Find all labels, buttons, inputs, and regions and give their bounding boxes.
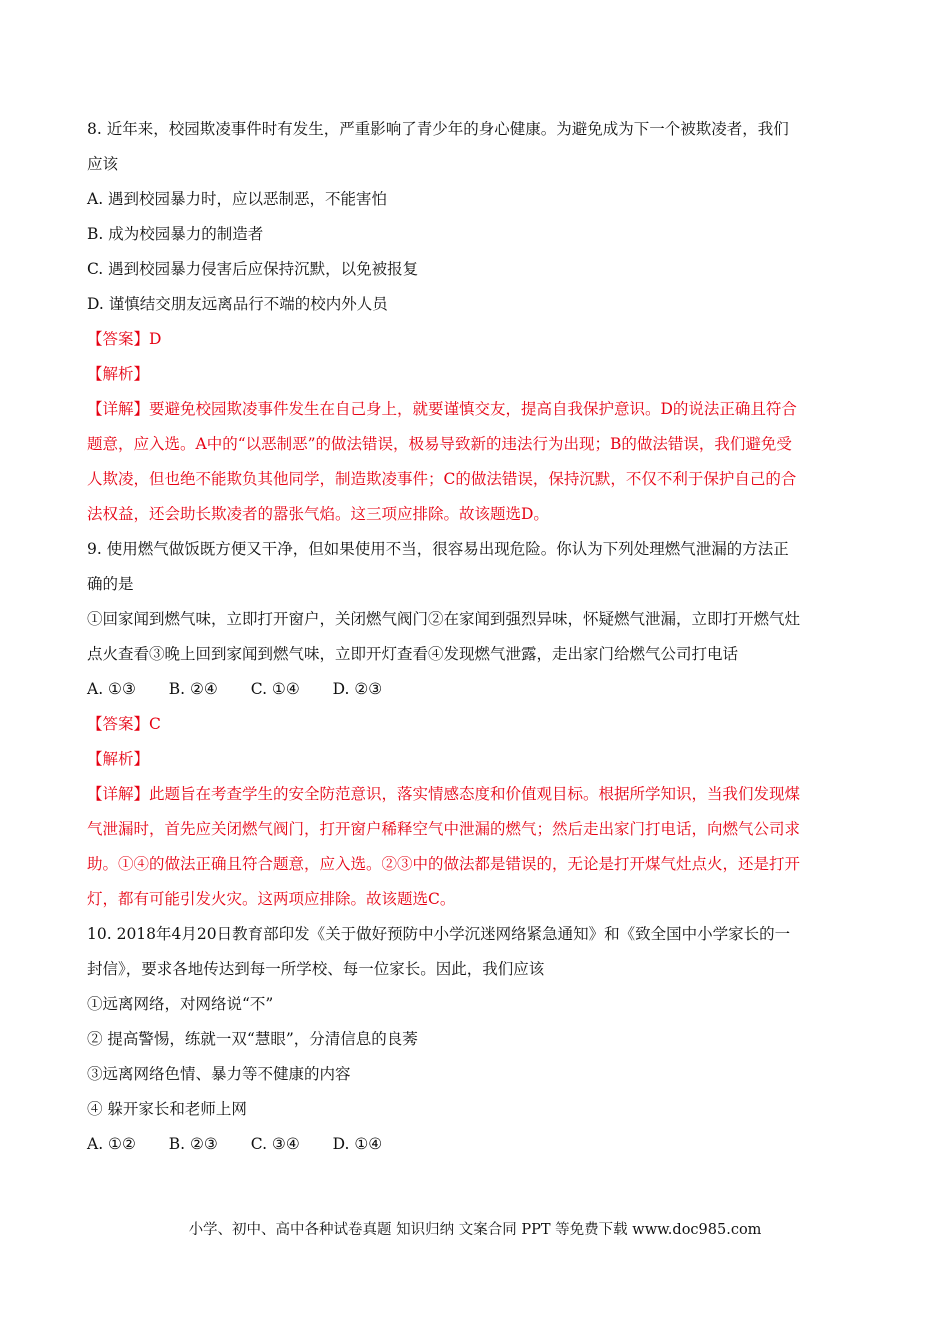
question-9-detail-line-2: 气泄漏时，首先应关闭燃气阀门，打开窗户稀释空气中泄漏的燃气；然后走出家门打电话，向燃气公司求 bbox=[87, 820, 801, 838]
question-10-item-2: ② 提高警惕，练就一双“慧眼”，分清信息的良莠 bbox=[87, 1030, 418, 1048]
question-8-option-c: C. 遇到校园暴力侵害后应保持沉默，以免被报复 bbox=[87, 260, 419, 278]
question-9-detail-line-3: 助。①④的做法正确且符合题意，应入选。②③中的做法都是错误的，无论是打开煤气灶点火，还是打开 bbox=[87, 855, 801, 873]
question-9-analysis: 【解析】 bbox=[87, 750, 150, 768]
question-9-stem-line-1: 9. 使用燃气做饭既方便又干净，但如果使用不当，很容易出现危险。你认为下列处理燃气泄漏的方法正 bbox=[87, 540, 789, 558]
question-10-stem-line-1: 10. 2018年4月20日教育部印发《关于做好预防中小学沉迷网络紧急通知》和《致全国中小学家长的一 bbox=[87, 925, 791, 943]
question-9-option-d: D. ②③ bbox=[332, 680, 383, 698]
page-footer: 小学、初中、高中各种试卷真题 知识归纳 文案合同 PPT 等免费下载 www.doc985.com bbox=[188, 1222, 762, 1238]
question-9-stem-line-3: ①回家闻到燃气味，立即打开窗户，关闭燃气阀门②在家闻到强烈异味，怀疑燃气泄漏，立即打开燃气灶 bbox=[87, 610, 801, 628]
question-10 bbox=[87, 917, 862, 1162]
question-10-option-b: B. ②③ bbox=[168, 1135, 218, 1153]
document-content bbox=[87, 112, 862, 1162]
question-10-option-d: D. ①④ bbox=[332, 1135, 383, 1153]
question-9-detail-line-4: 灯，都有可能引发火灾。这两项应排除。故该题选C。 bbox=[87, 890, 456, 908]
question-9-option-c: C. ①④ bbox=[250, 680, 300, 698]
question-9 bbox=[87, 532, 862, 917]
question-10-option-c: C. ③④ bbox=[250, 1135, 300, 1153]
question-9-option-a: A. ①③ bbox=[87, 680, 136, 698]
question-8-option-a: A. 遇到校园暴力时，应以恶制恶，不能害怕 bbox=[87, 190, 388, 208]
question-8 bbox=[87, 112, 862, 532]
question-10-options bbox=[87, 1127, 862, 1162]
question-8-analysis: 【解析】 bbox=[87, 365, 150, 383]
question-9-stem-line-2: 确的是 bbox=[87, 575, 134, 593]
question-8-answer: 【答案】D bbox=[87, 330, 162, 348]
question-10-option-a: A. ①② bbox=[87, 1135, 136, 1153]
question-10-item-4: ④ 躲开家长和老师上网 bbox=[87, 1100, 247, 1118]
question-8-detail-line-2: 题意，应入选。A中的“以恶制恶”的做法错误，极易导致新的违法行为出现；B的做法错误，我们避免受 bbox=[87, 435, 792, 453]
question-8-option-b: B. 成为校园暴力的制造者 bbox=[87, 225, 264, 243]
question-9-answer: 【答案】C bbox=[87, 715, 161, 733]
question-9-detail-line-1: 【详解】此题旨在考查学生的安全防范意识，落实情感态度和价值观目标。根据所学知识，当我们发现煤 bbox=[87, 785, 801, 803]
question-8-detail-line-3: 人欺凌，但也绝不能欺负其他同学，制造欺凌事件；C的做法错误，保持沉默，不仅不利于保护自己的合 bbox=[87, 470, 797, 488]
question-8-detail-line-1: 【详解】要避免校园欺凌事件发生在自己身上，就要谨慎交友，提高自我保护意识。D的说法正确且符合 bbox=[87, 400, 797, 418]
question-8-detail-line-4: 法权益，还会助长欺凌者的嚣张气焰。这三项应排除。故该题选D。 bbox=[87, 505, 549, 523]
question-9-stem-line-4: 点火查看③晚上回到家闻到燃气味，立即开灯查看④发现燃气泄露，走出家门给燃气公司打电话 bbox=[87, 645, 739, 663]
question-9-options bbox=[87, 672, 862, 707]
question-8-option-d: D. 谨慎结交朋友远离品行不端的校内外人员 bbox=[87, 295, 388, 313]
question-10-item-1: ①远离网络，对网络说“不” bbox=[87, 995, 274, 1013]
question-8-stem-line-2: 应该 bbox=[87, 155, 119, 173]
question-10-item-3: ③远离网络色情、暴力等不健康的内容 bbox=[87, 1065, 351, 1083]
question-9-option-b: B. ②④ bbox=[168, 680, 218, 698]
question-10-stem-line-2: 封信》，要求各地传达到每一所学校、每一位家长。因此，我们应该 bbox=[87, 960, 545, 978]
question-8-stem-line-1: 8. 近年来，校园欺凌事件时有发生，严重影响了青少年的身心健康。为避免成为下一个被欺凌者，我们 bbox=[87, 120, 789, 138]
